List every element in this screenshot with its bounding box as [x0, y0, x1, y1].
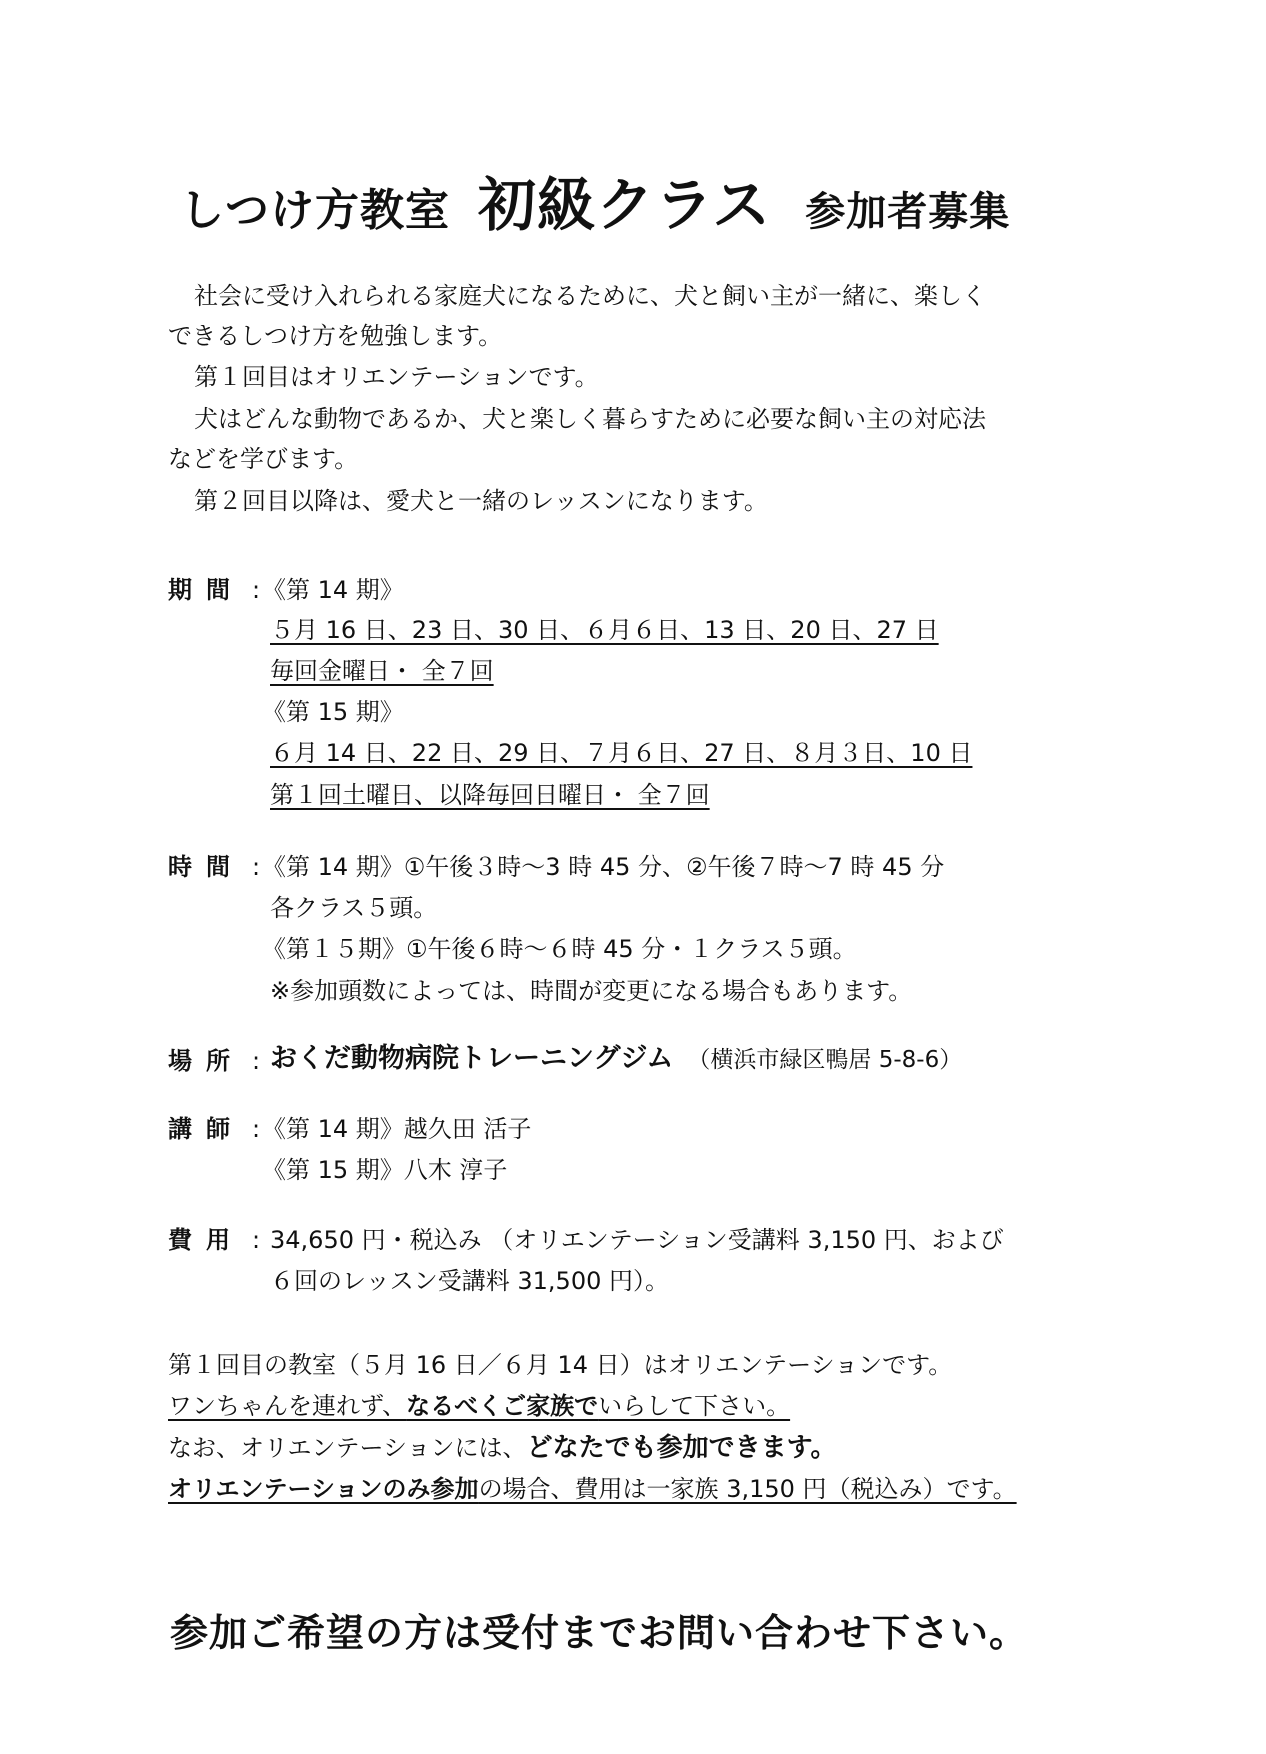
period-term15-header: 《第 15 期》 [262, 698, 404, 726]
intro-line-1: 社会に受け入れられる家庭犬になるために、犬と飼い主が一緒に、楽しく [194, 282, 986, 310]
place-value [270, 1044, 962, 1075]
instructor-line-1: 《第 14 期》越久田 活子 [262, 1115, 532, 1143]
period-term15-dates: ６月 14 日、22 日、29 日、７月６日、27 日、８月３日、10 日 [270, 739, 973, 767]
period-label: 期間 [168, 576, 244, 604]
fee-label: 費用 [168, 1226, 244, 1254]
intro-line-3: 第１回目はオリエンテーションです。 [194, 363, 599, 391]
time-line-4: ※参加頭数によっては、時間が変更になる場合もあります。 [270, 977, 913, 1005]
period-colon: : [252, 576, 261, 604]
time-label: 時間 [168, 853, 244, 881]
fee-colon: : [252, 1226, 261, 1254]
title-recruiting: 参加者募集 [805, 189, 1011, 235]
intro-line-4: 犬はどんな動物であるか、犬と楽しく暮らすために必要な飼い主の対応法 [194, 405, 986, 433]
title-level: 初級クラス [478, 171, 772, 239]
page-title [180, 158, 1080, 242]
fee-line-1: 34,650 円・税込み （オリエンテーション受講料 3,150 円、および [270, 1226, 1004, 1254]
venue-name: おくだ動物病院トレーニングジム [270, 1043, 674, 1074]
note-line-3-b: どなたでも参加できます。 [526, 1433, 837, 1463]
instructor-line-2: 《第 15 期》八木 淳子 [262, 1156, 508, 1184]
fee-line-2: ６回のレッスン受講料 31,500 円）。 [270, 1267, 669, 1295]
time-line-3: 《第１５期》①午後６時～６時 45 分・１クラス５頭。 [262, 935, 857, 963]
period-term14-header: 《第 14 期》 [262, 576, 404, 604]
period-term15-note: 第１回土曜日、以降毎回日曜日・ 全７回 [270, 781, 710, 809]
period-term14-dates: ５月 16 日、23 日、30 日、６月６日、13 日、20 日、27 日 [270, 616, 939, 644]
intro-line-6: 第２回目以降は、愛犬と一緒のレッスンになります。 [194, 487, 768, 515]
note-line-2 [168, 1391, 790, 1421]
note-line-1: 第１回目の教室（５月 16 日／６月 14 日）はオリエンテーションです。 [168, 1351, 953, 1379]
contact-call-to-action: 参加ご希望の方は受付までお問い合わせ下さい。 [170, 1611, 1029, 1655]
note-line-2-a: ワンちゃんを連れず、 [168, 1392, 407, 1420]
title-class-name: しつけ方教室 [180, 185, 450, 236]
note-line-4-a: オリエンテーションのみ参加 [168, 1475, 479, 1503]
note-line-3 [168, 1433, 836, 1463]
time-line-1: 《第 14 期》①午後３時～3 時 45 分、②午後７時～7 時 45 分 [262, 853, 945, 881]
venue-address: （横浜市緑区鴨居 5-8-6） [687, 1047, 963, 1073]
time-line-2: 各クラス５頭。 [270, 894, 438, 922]
place-label: 場所 [168, 1047, 244, 1075]
note-line-2-b: なるべくご家族で [406, 1392, 599, 1420]
note-line-3-a: なお、オリエンテーションには、 [168, 1434, 527, 1462]
time-colon: : [252, 853, 261, 881]
intro-line-2: できるしつけ方を勉強します。 [168, 322, 503, 350]
note-line-4 [168, 1474, 1017, 1504]
instructor-label: 講師 [168, 1115, 244, 1143]
note-line-4-b: の場合、費用は一家族 3,150 円（税込み）です。 [478, 1475, 1017, 1503]
instructor-colon: : [252, 1115, 261, 1143]
intro-line-5: などを学びます。 [168, 445, 359, 473]
place-colon: : [252, 1047, 261, 1075]
period-term14-note: 毎回金曜日・ 全７回 [270, 657, 494, 685]
note-line-2-c: いらして下さい。 [598, 1392, 791, 1420]
